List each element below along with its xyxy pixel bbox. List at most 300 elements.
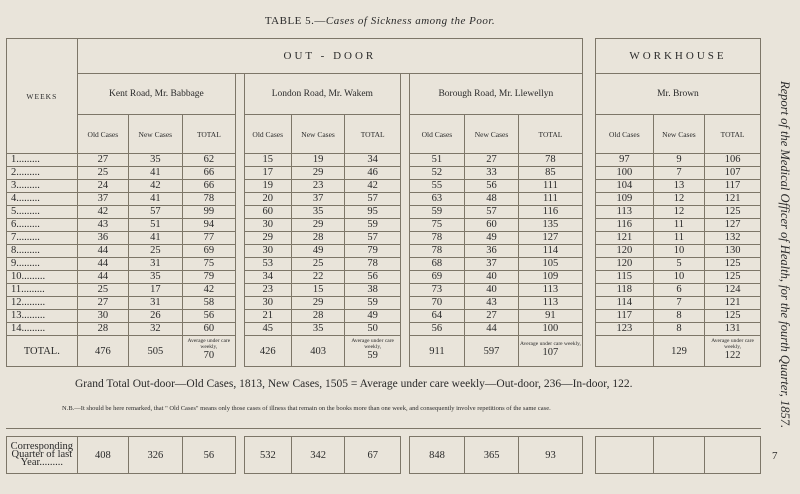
column-separator [583,284,596,297]
week-value: 116 [595,219,653,232]
week-value: 68 [409,258,465,271]
week-value: 51 [129,219,183,232]
week-value: 20 [244,193,291,206]
week-value: 59 [345,219,401,232]
col-total: TOTAL [182,115,236,154]
week-value: 63 [409,193,465,206]
week-value: 105 [518,258,582,271]
week-row [7,167,761,180]
week-value: 57 [129,206,183,219]
week-label: 2......... [7,167,78,180]
week-value: 95 [345,206,401,219]
week-value: 8 [653,310,704,323]
week-value: 25 [77,284,128,297]
week-row [7,206,761,219]
week-value: 100 [595,167,653,180]
week-value: 36 [465,245,519,258]
column-separator [401,180,410,193]
week-value: 40 [465,284,519,297]
column-separator [236,219,245,232]
column-separator [583,180,596,193]
week-row [7,154,761,167]
week-value: 77 [182,232,236,245]
column-separator [236,297,245,310]
week-value: 26 [129,310,183,323]
col-new-cases: New Cases [653,115,704,154]
week-value: 37 [291,193,345,206]
corr-value: 365 [465,437,519,474]
week-value: 113 [518,297,582,310]
week-value: 79 [182,271,236,284]
week-value: 17 [129,284,183,297]
divider [6,428,761,429]
week-value: 111 [518,193,582,206]
week-value: 40 [465,271,519,284]
week-row [7,180,761,193]
week-value: 9 [653,154,704,167]
total-kent-old: 476 [77,336,128,367]
week-value: 56 [409,323,465,336]
week-value: 97 [595,154,653,167]
column-separator [236,245,245,258]
week-value: 36 [77,232,128,245]
week-value: 56 [465,180,519,193]
week-value: 35 [129,271,183,284]
col-new-cases: New Cases [129,115,183,154]
week-value: 27 [465,310,519,323]
district-kent: Kent Road, Mr. Babbage [77,74,235,115]
corresponding-quarter-table [6,436,761,474]
column-separator [583,336,596,367]
week-row [7,232,761,245]
column-separator [236,167,245,180]
week-value: 13 [653,180,704,193]
week-value: 55 [409,180,465,193]
week-value: 107 [705,167,761,180]
week-value: 62 [182,154,236,167]
week-value: 69 [409,271,465,284]
week-value: 109 [518,271,582,284]
week-value: 69 [182,245,236,258]
week-value: 12 [653,193,704,206]
week-value: 27 [77,297,128,310]
corresponding-label: Corresponding Quarter of last Year......... [7,437,78,474]
week-value: 30 [244,297,291,310]
week-value: 66 [182,180,236,193]
week-value: 19 [291,154,345,167]
week-value: 50 [345,323,401,336]
week-label: 11......... [7,284,78,297]
week-value: 120 [595,258,653,271]
column-separator [236,206,245,219]
week-value: 28 [77,323,128,336]
page-number: 7 [772,450,778,462]
column-separator [583,232,596,245]
total-workhouse-old [595,336,653,367]
col-new-cases: New Cases [465,115,519,154]
week-value: 99 [182,206,236,219]
week-value: 78 [409,245,465,258]
week-value: 43 [465,297,519,310]
col-old-cases: Old Cases [77,115,128,154]
week-value: 64 [409,310,465,323]
week-value: 35 [291,206,345,219]
avg-london: Average under care weekly, 59 [345,336,401,367]
week-value: 30 [77,310,128,323]
week-value: 29 [244,232,291,245]
week-value: 60 [465,219,519,232]
week-label: 8......... [7,245,78,258]
week-row [7,219,761,232]
week-value: 15 [244,154,291,167]
column-separator [401,297,410,310]
week-value: 60 [244,206,291,219]
week-value: 10 [653,245,704,258]
total-row [7,336,761,367]
column-separator [236,271,245,284]
corr-value: 848 [409,437,465,474]
table-title: TABLE 5.—Cases of Sickness among the Poor. [264,15,496,27]
week-value: 42 [129,180,183,193]
week-value: 132 [705,232,761,245]
week-value: 49 [291,245,345,258]
week-value: 27 [77,154,128,167]
week-value: 56 [345,271,401,284]
weeks-header: WEEKS [7,39,78,154]
week-value: 25 [77,167,128,180]
week-value: 127 [518,232,582,245]
column-separator [401,206,410,219]
workhouse-header: WORKHOUSE [595,39,760,74]
week-value: 10 [653,271,704,284]
column-separator [583,193,596,206]
week-value: 118 [595,284,653,297]
week-value: 57 [345,193,401,206]
col-old-cases: Old Cases [244,115,291,154]
column-separator [236,74,245,154]
column-separator [401,271,410,284]
week-value: 91 [518,310,582,323]
column-separator [401,232,410,245]
corresponding-row [7,437,761,474]
sickness-table [6,38,761,367]
week-value: 44 [77,271,128,284]
week-value: 37 [465,258,519,271]
column-separator [583,271,596,284]
week-value: 12 [653,206,704,219]
week-label: 6......... [7,219,78,232]
week-value: 8 [653,323,704,336]
column-separator [583,39,596,154]
week-label: 7......... [7,232,78,245]
week-value: 127 [705,219,761,232]
corr-empty [596,437,654,474]
column-separator [236,193,245,206]
column-separator [583,206,596,219]
week-value: 37 [77,193,128,206]
week-value: 28 [291,310,345,323]
column-separator [401,167,410,180]
total-borough-old: 911 [409,336,465,367]
week-value: 27 [465,154,519,167]
week-value: 56 [182,310,236,323]
week-value: 34 [345,154,401,167]
week-value: 70 [409,297,465,310]
week-value: 29 [291,219,345,232]
week-value: 22 [291,271,345,284]
week-value: 116 [518,206,582,219]
total-london-old: 426 [244,336,291,367]
column-separator [236,323,245,336]
corr-value: 326 [129,437,183,474]
week-value: 78 [409,232,465,245]
week-label: 3......... [7,180,78,193]
week-value: 78 [345,258,401,271]
column-separator [401,193,410,206]
column-separator [236,336,245,367]
week-value: 29 [291,297,345,310]
column-separator [236,284,245,297]
corr-value: 408 [77,437,128,474]
week-label: 10......... [7,271,78,284]
week-row [7,310,761,323]
week-row [7,323,761,336]
week-value: 30 [244,245,291,258]
column-separator [583,258,596,271]
week-value: 113 [518,284,582,297]
week-value: 15 [291,284,345,297]
column-separator [401,245,410,258]
week-value: 7 [653,297,704,310]
week-value: 58 [182,297,236,310]
total-workhouse-new: 129 [653,336,704,367]
week-label: 12......... [7,297,78,310]
week-value: 57 [465,206,519,219]
week-value: 46 [345,167,401,180]
column-separator [236,258,245,271]
week-value: 123 [595,323,653,336]
week-value: 23 [291,180,345,193]
week-value: 42 [182,284,236,297]
week-value: 42 [77,206,128,219]
week-value: 32 [129,323,183,336]
week-label: 4......... [7,193,78,206]
week-value: 135 [518,219,582,232]
week-value: 31 [129,297,183,310]
week-value: 42 [345,180,401,193]
col-old-cases: Old Cases [409,115,465,154]
column-separator [401,74,410,154]
week-value: 25 [291,258,345,271]
week-value: 44 [77,258,128,271]
column-separator [583,310,596,323]
week-value: 114 [518,245,582,258]
total-london-new: 403 [291,336,345,367]
week-value: 109 [595,193,653,206]
week-value: 41 [129,167,183,180]
week-value: 131 [705,323,761,336]
corr-value: 93 [518,437,582,474]
week-row [7,284,761,297]
week-value: 48 [465,193,519,206]
week-value: 19 [244,180,291,193]
week-value: 79 [345,245,401,258]
corr-value: 532 [244,437,291,474]
week-value: 114 [595,297,653,310]
column-separator [401,323,410,336]
corr-value: 56 [182,437,236,474]
column-separator [583,219,596,232]
week-value: 59 [409,206,465,219]
col-total: TOTAL [705,115,761,154]
week-value: 60 [182,323,236,336]
week-value: 73 [409,284,465,297]
avg-kent: Average under care weekly, 70 [182,336,236,367]
column-separator [236,310,245,323]
column-separator [583,167,596,180]
column-separator [401,336,410,367]
total-label: TOTAL. [7,336,78,367]
week-row [7,245,761,258]
column-separator [236,180,245,193]
week-label: 1......... [7,154,78,167]
week-value: 94 [182,219,236,232]
column-separator [236,437,245,474]
week-value: 100 [518,323,582,336]
column-separator [236,232,245,245]
week-row [7,258,761,271]
footnote: N.B.—It should be here remarked, that " Old Cases" means only those cases of illness that remain on the books more than one week, and consequently involve repetitions of the same case. [62,405,551,412]
column-separator [401,437,410,474]
district-borough: Borough Road, Mr. Llewellyn [409,74,583,115]
week-value: 78 [182,193,236,206]
column-separator [236,154,245,167]
week-row [7,193,761,206]
week-value: 111 [518,180,582,193]
week-value: 120 [595,245,653,258]
week-row [7,297,761,310]
column-separator [583,437,596,474]
week-value: 17 [244,167,291,180]
column-separator [583,323,596,336]
week-value: 5 [653,258,704,271]
week-value: 31 [129,258,183,271]
week-value: 75 [182,258,236,271]
week-value: 66 [182,167,236,180]
week-value: 78 [518,154,582,167]
week-value: 53 [244,258,291,271]
week-value: 117 [595,310,653,323]
week-value: 85 [518,167,582,180]
week-value: 125 [705,258,761,271]
col-new-cases: New Cases [291,115,345,154]
corr-empty [705,437,761,474]
district-london: London Road, Mr. Wakem [244,74,400,115]
column-separator [401,154,410,167]
week-label: 9......... [7,258,78,271]
week-value: 11 [653,232,704,245]
grand-total: Grand Total Out-door—Old Cases, 1813, New Cases, 1505 = Average under care weekly—Out-door, 236—In-door, 122. [75,378,633,390]
week-value: 125 [705,206,761,219]
week-value: 49 [345,310,401,323]
week-row [7,271,761,284]
week-value: 45 [244,323,291,336]
column-separator [583,154,596,167]
week-value: 121 [705,193,761,206]
week-value: 124 [705,284,761,297]
week-value: 113 [595,206,653,219]
corr-value: 342 [291,437,345,474]
week-value: 29 [291,167,345,180]
week-value: 41 [129,193,183,206]
district-workhouse: Mr. Brown [595,74,760,115]
week-value: 130 [705,245,761,258]
week-value: 51 [409,154,465,167]
corr-empty [653,437,704,474]
week-value: 24 [77,180,128,193]
week-label: 14......... [7,323,78,336]
corr-value: 67 [345,437,401,474]
column-separator [401,310,410,323]
week-value: 28 [291,232,345,245]
week-value: 106 [705,154,761,167]
week-rows [7,154,761,336]
week-value: 11 [653,219,704,232]
week-value: 43 [77,219,128,232]
week-value: 38 [345,284,401,297]
week-value: 25 [129,245,183,258]
week-value: 41 [129,232,183,245]
week-value: 23 [244,284,291,297]
week-value: 30 [244,219,291,232]
week-value: 35 [129,154,183,167]
week-value: 121 [595,232,653,245]
week-value: 34 [244,271,291,284]
week-value: 33 [465,167,519,180]
week-value: 125 [705,310,761,323]
total-borough-new: 597 [465,336,519,367]
col-total: TOTAL [345,115,401,154]
week-value: 44 [77,245,128,258]
week-value: 59 [345,297,401,310]
column-separator [401,258,410,271]
week-value: 35 [291,323,345,336]
week-value: 49 [465,232,519,245]
avg-borough: Average under care weekly, 107 [518,336,582,367]
outdoor-header: OUT - DOOR [77,39,582,74]
col-total: TOTAL [518,115,582,154]
col-old-cases: Old Cases [595,115,653,154]
week-value: 104 [595,180,653,193]
week-value: 21 [244,310,291,323]
column-separator [401,284,410,297]
week-label: 13......... [7,310,78,323]
total-kent-new: 505 [129,336,183,367]
avg-workhouse: Average under care weekly, 122 [705,336,761,367]
week-value: 117 [705,180,761,193]
column-separator [583,297,596,310]
week-value: 125 [705,271,761,284]
week-value: 7 [653,167,704,180]
week-label: 5......... [7,206,78,219]
week-value: 6 [653,284,704,297]
week-value: 52 [409,167,465,180]
week-value: 75 [409,219,465,232]
week-value: 121 [705,297,761,310]
week-value: 44 [465,323,519,336]
week-value: 115 [595,271,653,284]
side-title: Report of the Medical Officer of Health, for the fourth Quarter, 1857. [778,81,792,429]
